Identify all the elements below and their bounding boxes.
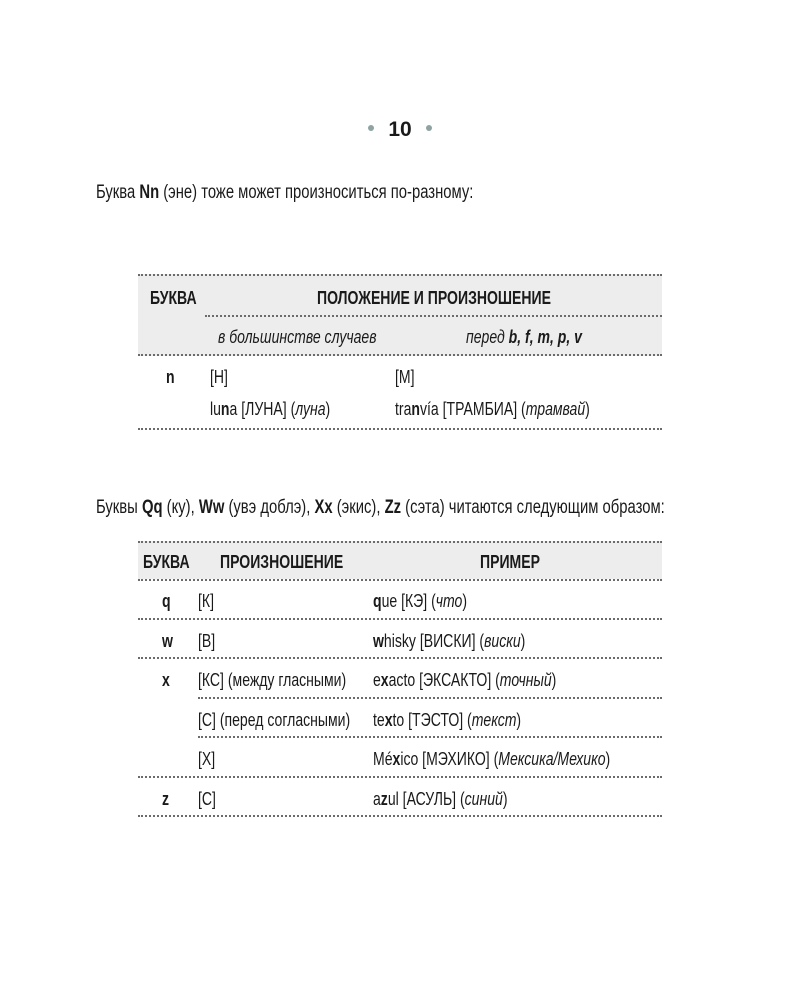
header-divider-rule (205, 315, 662, 317)
table-header-background (138, 541, 662, 579)
row-rule (198, 697, 662, 699)
header-bottom-rule (138, 354, 662, 356)
row-letter: x (162, 670, 170, 690)
example-luna: luna [ЛУНА] (луна) (210, 399, 331, 419)
row-example: México [МЭХИКО] (Мексика/Мехико) (373, 749, 611, 769)
sound-m: [М] (395, 367, 415, 387)
column-header-example: ПРИМЕР (480, 552, 540, 572)
row-letter: w (162, 631, 173, 651)
row-pronunciation: [С] (198, 789, 216, 809)
intro-paragraph-qwxz: Буквы Qq (ку), Ww (увэ доблэ), Xx (экис), Zz (сэта) читаются следующим образом: (96, 497, 665, 518)
column-header-letter: БУКВА (150, 288, 197, 308)
intro-text: (эне) тоже может произноситься по-разному: (159, 182, 474, 203)
subheader-before-letters: перед b, f, m, p, v (466, 327, 582, 347)
column-header-letter: БУКВА (143, 552, 190, 572)
bullet-dot-icon (368, 125, 374, 131)
sound-n: [Н] (210, 367, 228, 387)
row-rule (138, 657, 662, 659)
row-rule (138, 618, 662, 620)
subheader-most-cases: в большинстве случаев (218, 327, 377, 347)
row-example: que [КЭ] (что) (373, 591, 468, 611)
row-letter-n: n (166, 367, 175, 387)
row-example: azul [АСУЛЬ] (синий) (373, 789, 508, 809)
example-tranvia: tranvía [ТРАМБИА] (трамвай) (395, 399, 590, 419)
letter-nn: Nn (139, 182, 160, 203)
intro-text: Буква (96, 182, 140, 203)
row-pronunciation: [Х] (198, 749, 216, 769)
row-pronunciation: [КС] (между гласными) (198, 670, 347, 690)
row-example: whisky [ВИСКИ] (виски) (373, 631, 526, 651)
column-header-pronunciation: ПРОИЗНОШЕНИЕ (220, 552, 344, 572)
row-letter: q (162, 591, 171, 611)
row-pronunciation: [С] (перед согласными) (198, 710, 351, 730)
table-top-rule (138, 541, 662, 543)
row-pronunciation: [В] (198, 631, 216, 651)
row-letter: z (162, 789, 170, 809)
row-rule (138, 776, 662, 778)
row-rule (198, 736, 662, 738)
page-number (0, 118, 800, 142)
row-rule (138, 815, 662, 817)
bullet-dot-icon (426, 125, 432, 131)
row-example: texto [ТЭСТО] (текст) (373, 710, 522, 730)
table-top-rule (138, 274, 662, 276)
row-example: exacto [ЭКСАКТО] (точный) (373, 670, 557, 690)
header-bottom-rule (138, 579, 662, 581)
page-number-value: 10 (388, 118, 412, 141)
table-bottom-rule (138, 428, 662, 430)
row-pronunciation: [К] (198, 591, 214, 611)
intro-paragraph-nn (96, 181, 580, 205)
column-header-position: ПОЛОЖЕНИЕ И ПРОИЗНОШЕНИЕ (316, 288, 551, 308)
